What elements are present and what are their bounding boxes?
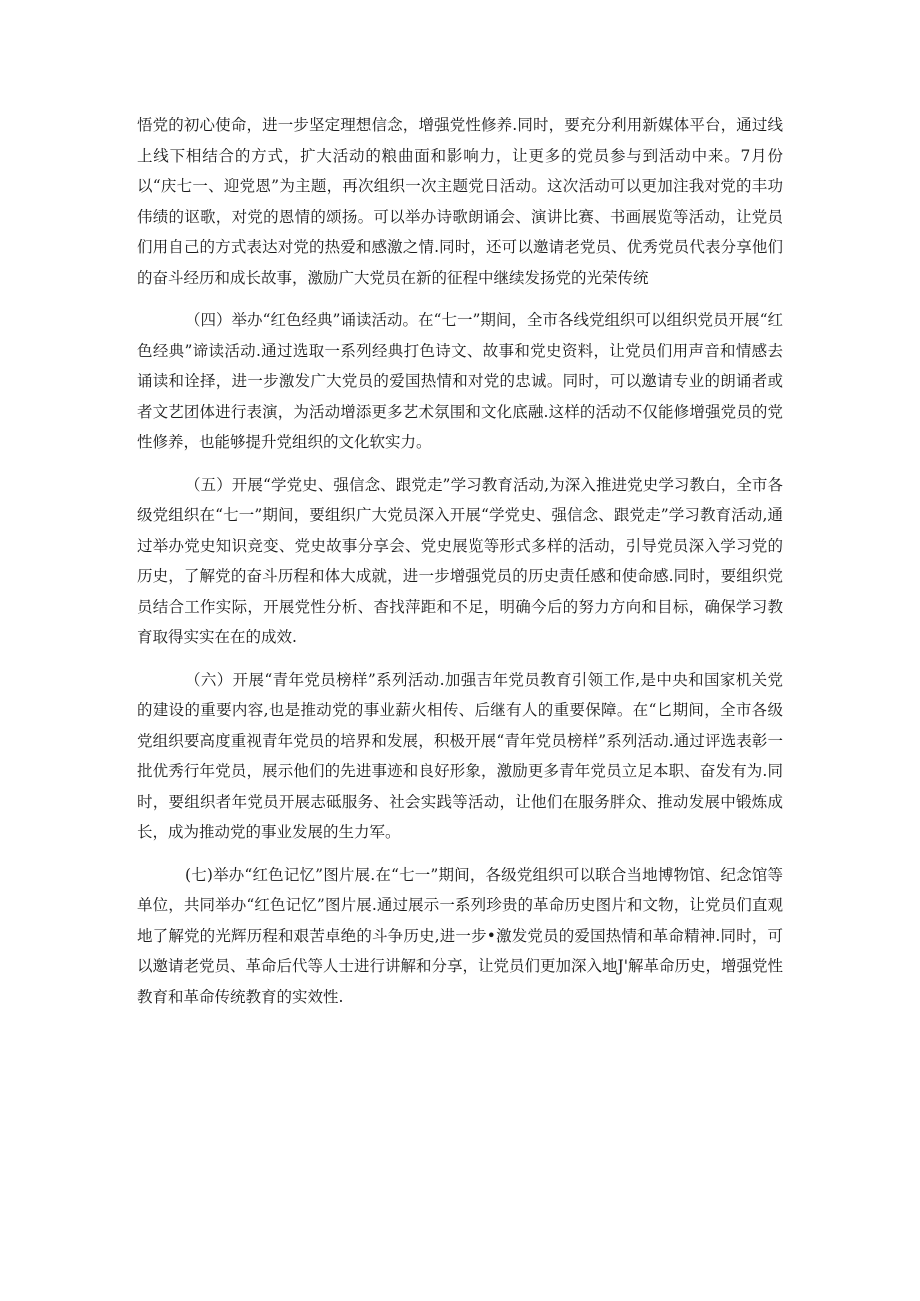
paragraph-item-7: (七)举办“红色记忆”图片展.在“七一”期间，各级党组织可以联合当地博物馆、纪念馆等单位，共同举办“红色记忆”图片展.通过展示一系列珍贵的革命历史图片和文物，让党员们直观地了解党的光辉历程和艰苦卓绝的斗争历史,进一步•激发党员的爱国热情和革命精神.同时，可以邀请老党员、革命后代等人士进行讲解和分享，让党员们更加深入地J'解革命历史，增强党性教育和革命传统教育的实效性. — [137, 865, 783, 1006]
document-body — [137, 110, 783, 1024]
paragraph-item-5: （五）开展“学党史、强信念、跟党走”学习教育活动,为深入推进党史学习教白，全市各级党组织在“七一”期间，要组织广大党员深入开展“学党史、强信念、跟党走”学习教育活动,通过举办党史知识竞变、党史故事分享会、党史展览等形式多样的活动，引导党员深入学习党的历史，了解党的奋斗历程和体大成就，进一步增强党员的历史责任感和使命感.同时，要组织党员结合工作实际，开展党性分析、杳找萍距和不足，明确今后的努力方向和目标，确保学习教育取得实实在在的成效. — [137, 475, 783, 646]
paragraph-item-4: （四）举办“红色经典”诵读活动。在“七一”期间，全市各线党组织可以组织党员开展“红色经典”谛读活动.通过选取一系列经典打色诗文、故事和党史资料，让党员们用声音和情感去诵读和诠择，进一步激发广大党员的爱国热情和对党的忠诚。同时，可以邀请专业的朗诵者或者文艺团体进行表演，为活动增添更多艺术氛围和文化底融.这样的活动不仅能修增强党员的党性修养，也能够提升党组织的文化软实力。 — [137, 311, 783, 451]
paragraph-continuation: 悟党的初心使命，进一步坚定理想信念，增强党性修养.同时，要充分利用新媒体平台，通过线上线下相结合的方式，扩大活动的粮曲面和影响力，让更多的党员参与到活动中来。7月份以“庆七一、迎党恩”为主题，再次组织一次主题党日活动。这次活动可以更加注我对党的丰功伟绩的讴歌，对党的恩情的颂扬。可以举办诗歌朗诵会、演讲比赛、书画展览等活动，让党员们用自己的方式表达对党的热爱和感激之情.同时，还可以邀请老党员、优秀党员代表分享他们的奋斗经历和成长故事，激励广大党员在新的征程中继续发扬党的光荣传统 — [137, 116, 783, 287]
paragraph-item-6: （六）开展“青年党员榜样”系列活动.加强吉年党员教育引领工作,是中央和国家机关党的建设的重要内容,也是推动党的事业薪火相传、后继有人的重要保障。在“匕期间，全市各级党组织要高度重视青年党员的培界和发展，积极开展“青年党员榜样”系列活动.通过评选表彰一批优秀行年党员，展示他们的先进事迹和良好形象，激励更多青年党员立足本职、奋发有为.同时，要组织者年党员开展志砥服务、社会实践等活动，让他们在服务胖众、推动发展中锻炼成长，成为推动党的事业发展的生力军。 — [137, 670, 783, 841]
